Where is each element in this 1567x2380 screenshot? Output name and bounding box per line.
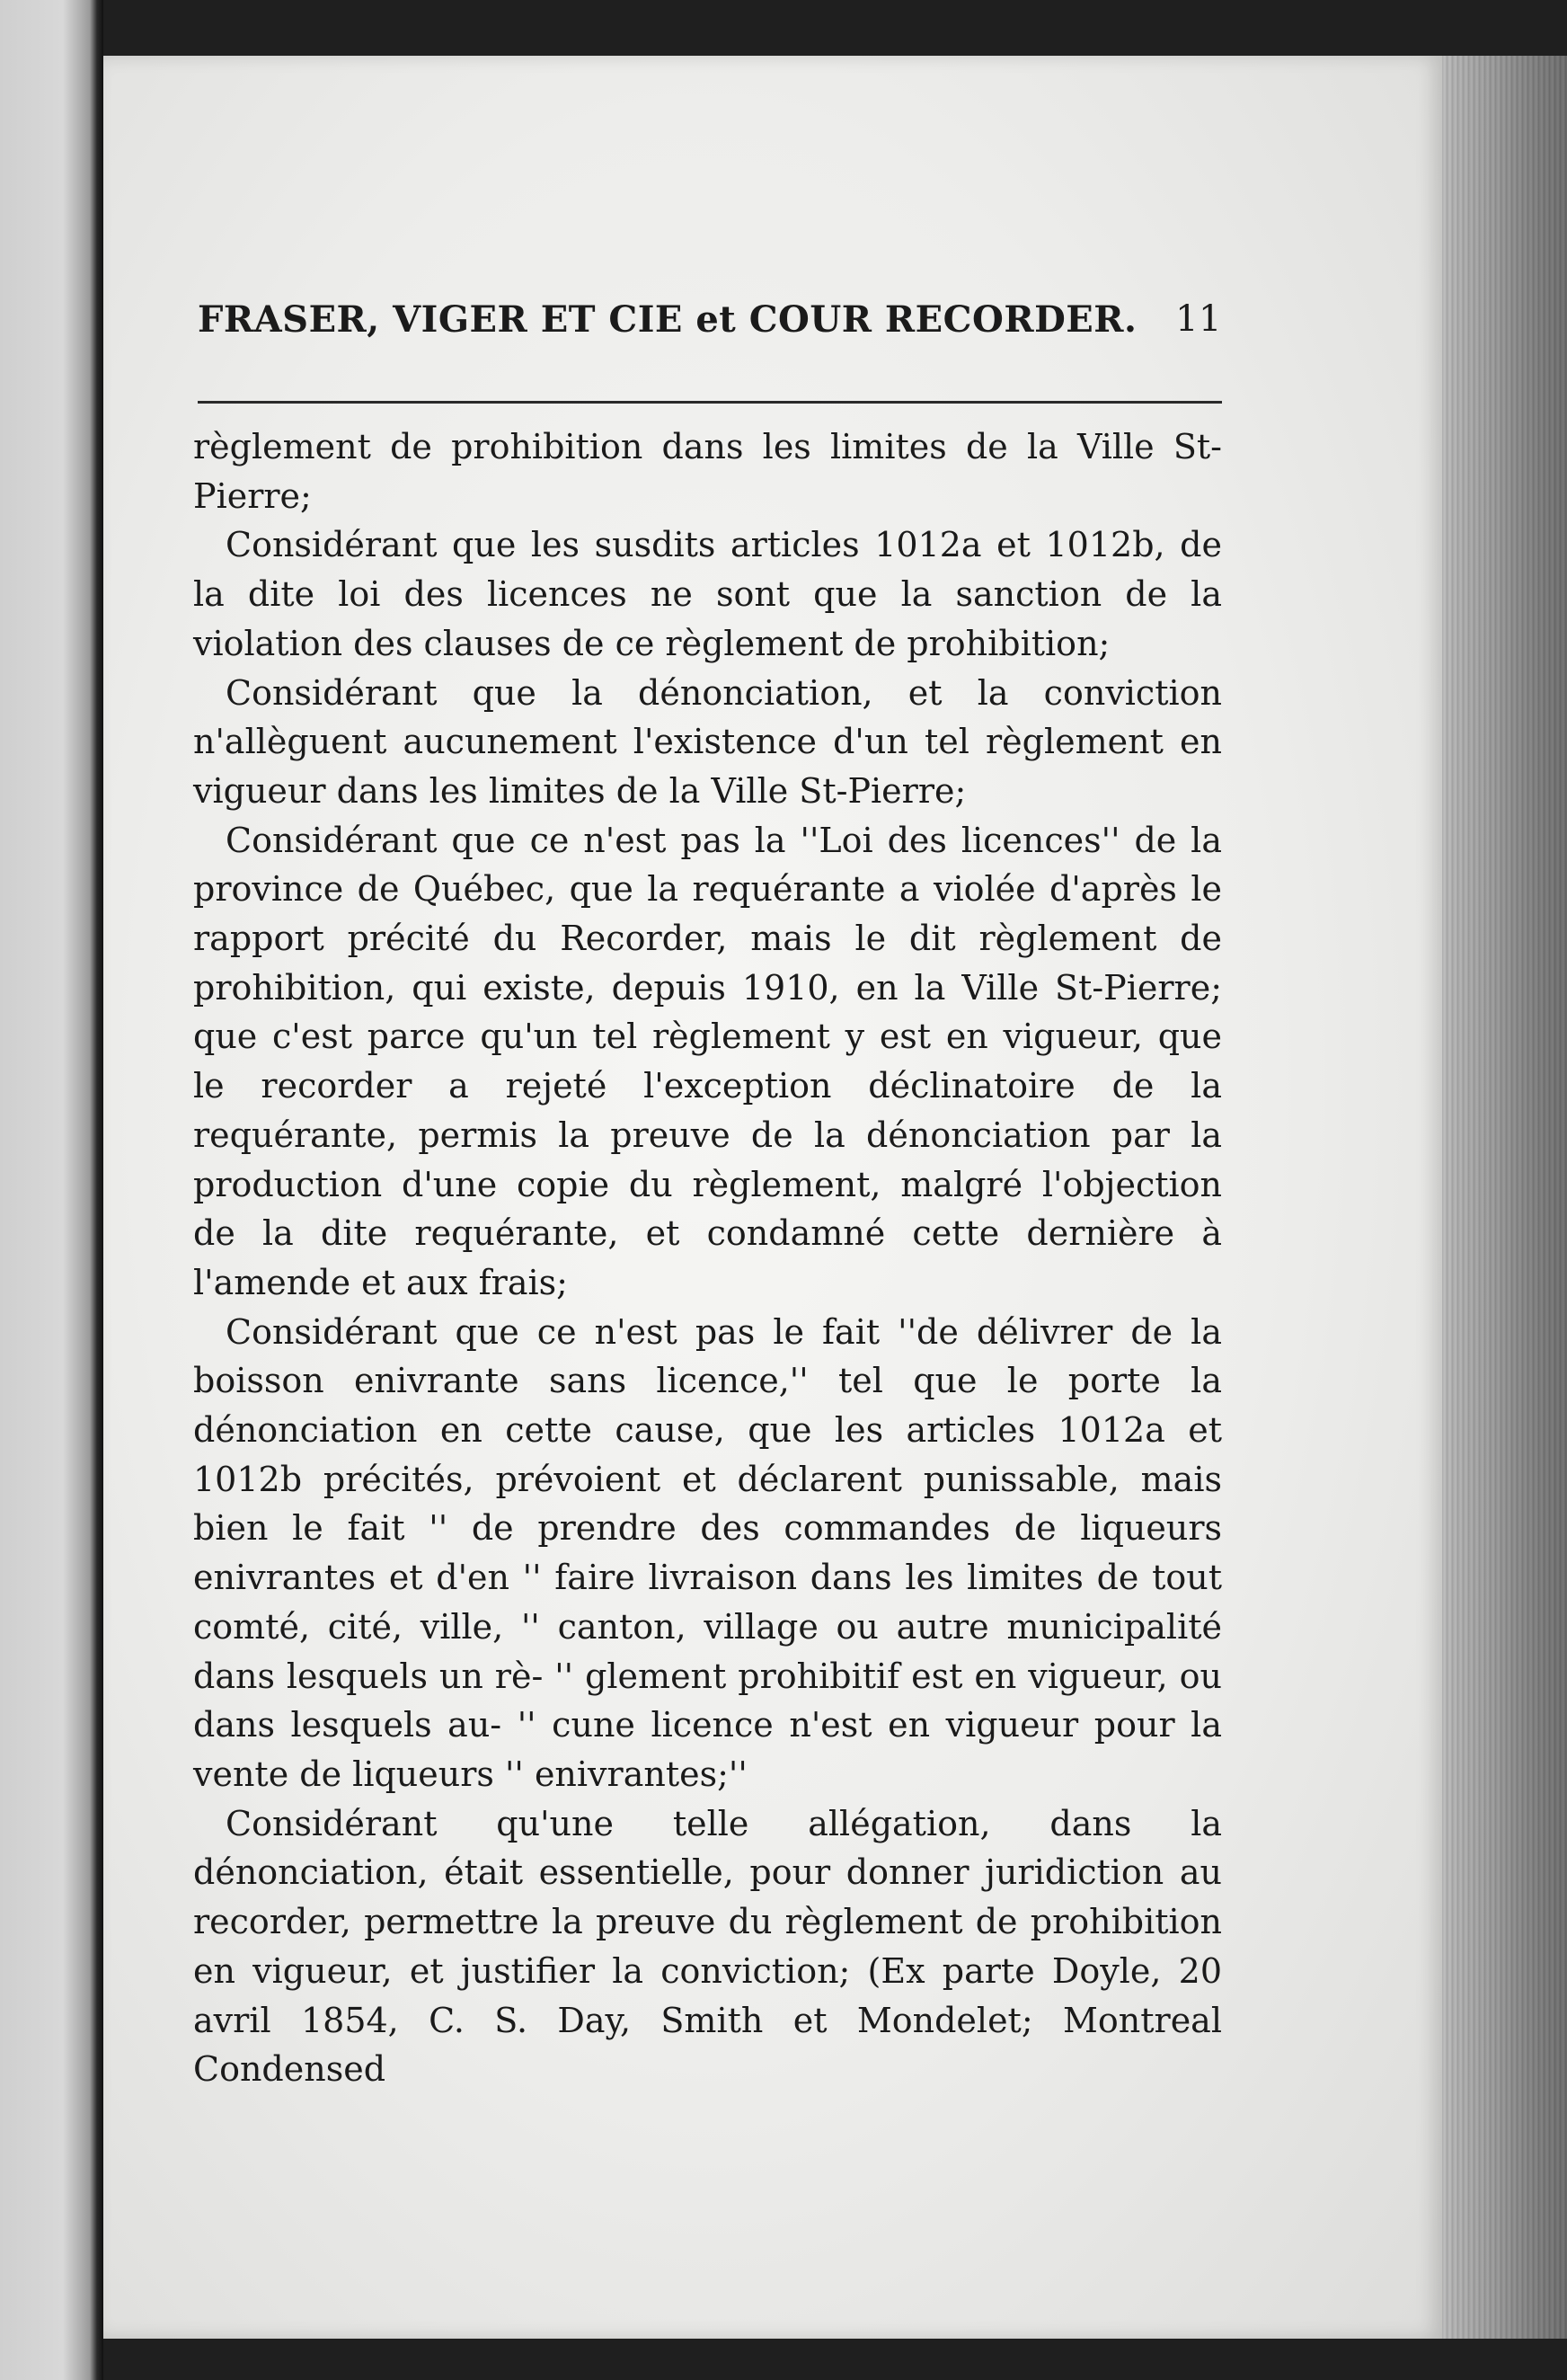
paragraph: Considérant que la dénonciation, et la conviction n'allèguent aucunement l'existence d'un tel règlement en vigueur dans les limites de la Ville St-Pierre; — [193, 672, 1222, 811]
book-page-stack-edge — [1442, 56, 1567, 2339]
running-header — [198, 298, 1222, 341]
running-header-title: FRASER, VIGER ET CIE et COUR RECORDER. — [198, 298, 1138, 341]
body-text — [193, 422, 1222, 2094]
paragraph: règlement de prohibition dans les limites de la Ville St-Pierre; — [193, 427, 1222, 516]
paragraph: Considérant qu'une telle allégation, dans la dénonciation, était essentielle, pour donner juridiction au recorder, permettre la preuve du règlement de prohibition en vigueur, et justifier la conviction; (Ex parte Doyle, 20 avril 1854, C. S. Day, Smith et Mondelet; Montreal Condensed — [193, 1803, 1222, 2090]
header-rule — [198, 401, 1222, 404]
paragraph: Considérant que les susdits articles 1012a et 1012b, de la dite loi des licences ne sont que la sanction de la violation des clauses de ce règlement de prohibition; — [193, 525, 1222, 663]
book-left-page-edge — [0, 0, 103, 2380]
page-number: 11 — [1175, 298, 1222, 340]
paragraph: Considérant que ce n'est pas le fait ''de délivrer de la boisson enivrante sans licence,'' tel que le porte la dénonciation en cette cause, que les articles 1012a et 1012b précités, prévoient et déclarent punissable, mais bien le fait '' de prendre des commandes de liqueurs enivrantes et d'en '' faire livraison dans les limites de tout comté, cité, ville, '' canton, village ou autre municipalité dans lesquels un rè- '' glement prohibitif est en vigueur, ou dans lesquels au- '' cune licence n'est en vigueur pour la vente de liqueurs '' enivrantes;'' — [193, 1311, 1222, 1794]
paragraph: Considérant que ce n'est pas la ''Loi des licences'' de la province de Québec, que la requérante a violée d'après le rapport précité du Recorder, mais le dit règlement de prohibition, qui existe, depuis 1910, en la Ville St-Pierre; que c'est parce qu'un tel règlement y est en vigueur, que le recorder a rejeté l'exception déclinatoire de la requérante, permis la preuve de la dénonciation par la production d'une copie du règlement, malgré l'objection de la dite requérante, et condamné cette dernière à l'amende et aux frais; — [193, 820, 1222, 1302]
